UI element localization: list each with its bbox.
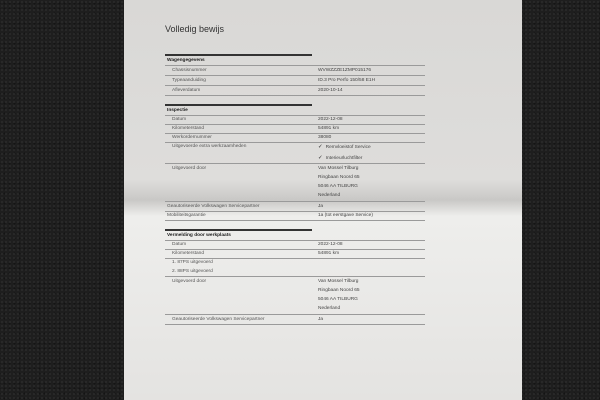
row-value: 54891 km [318, 126, 340, 131]
row-label: Kilometerstand [172, 251, 204, 256]
row-label: 1. 87PS uitgevoerd [172, 260, 213, 265]
row-label: Geautoriseerde Volkswagen Servicepartner [167, 204, 260, 209]
extra-work-2 [318, 155, 362, 161]
row-label: Mobiliteitsgarantie [167, 213, 206, 218]
header-label: Inspectie [167, 108, 188, 113]
address-line: 5046 AA TILBURG [318, 184, 358, 189]
extra-work-label: Remvloeistof Service [325, 145, 371, 150]
row-label: Uitgevoerd door [172, 279, 207, 284]
extra-work-label: Interieurluchtfilter [325, 156, 363, 161]
address-line: Nederland [318, 193, 341, 198]
row-value: ID.3 Pro Perfo 150/58 E1H [318, 78, 376, 83]
table-row [165, 277, 425, 315]
row-value: 2020-10-14 [318, 88, 343, 93]
row-value: 1a (tot eerstgave Service) [318, 213, 373, 218]
address-line: Van Mossel Tilburg [318, 166, 359, 171]
row-label: Werkordernummer [172, 135, 212, 140]
row-value: WVWZZZE1ZMP015176 [318, 68, 372, 73]
header-label: Vermelding door werkplaats [167, 233, 231, 238]
check-icon: ✓ [318, 144, 323, 150]
row-value: 2022-12-08 [318, 117, 343, 122]
address-line: Ringbaan Noord 65 [318, 175, 360, 180]
table-row [165, 267, 425, 277]
row-label: Typeaanduiding [172, 78, 206, 83]
row-label: Datum [172, 242, 187, 247]
document-title: Volledig bewijs [165, 24, 225, 34]
table-row [165, 142, 425, 164]
header-label: Wagengegevens [167, 58, 205, 63]
table-row [165, 66, 425, 76]
row-label: Uitgevoerd door [172, 166, 207, 171]
row-label: 2. 88PS uitgevoerd [172, 269, 213, 274]
row-value: Ja [318, 317, 324, 322]
row-label: Geautoriseerde Volkswagen Servicepartner [172, 317, 265, 322]
row-label: Afleverdatum [172, 88, 201, 93]
address-line: 5046 AA TILBURG [318, 297, 358, 302]
section-header-vehicle [165, 56, 425, 66]
table-row [165, 258, 425, 267]
check-icon: ✓ [318, 155, 323, 161]
table-row [165, 86, 425, 96]
row-label: Uitgevoerde extra werkzaamheden [172, 144, 247, 149]
table-row [165, 315, 425, 325]
table-row [165, 164, 425, 202]
table-row [165, 211, 425, 221]
row-value: 2022-12-08 [318, 242, 343, 247]
address-line: Nederland [318, 306, 341, 311]
row-value: Ja [318, 204, 324, 209]
row-label: Kilometerstand [172, 126, 204, 131]
row-value: 38080 [318, 135, 332, 140]
table-row [165, 76, 425, 86]
address-line: Van Mossel Tilburg [318, 279, 359, 284]
row-value: 54891 km [318, 251, 340, 256]
row-label: Chassisnummer [172, 68, 207, 73]
address-line: Ringbaan Noord 65 [318, 288, 360, 293]
extra-work-1 [318, 144, 371, 150]
row-label: Datum [172, 117, 187, 122]
document-paper [124, 0, 522, 400]
